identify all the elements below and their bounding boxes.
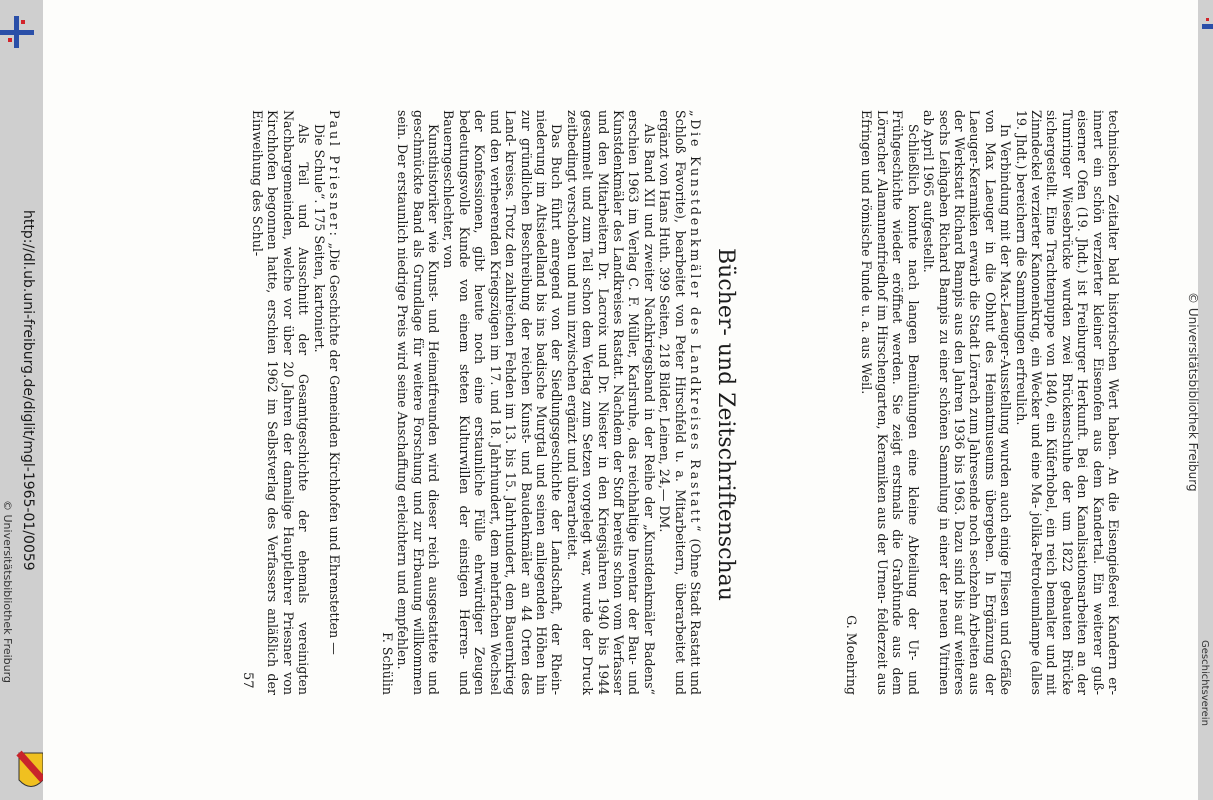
page-content [43,0,1198,800]
society-label: Geschichtsverein [1199,640,1210,726]
coat-of-arms-icon [18,752,44,794]
para2: In Verbindung mit der Max-Laeuger-Ausstellung wurden auch einige Fliesen und Gefäße von Max Laeuger in die Obhut des Heimatmuseums übergeben. In Ergänzung der Laeuger-Keramiken erwarb die Stadt Lörrach zum Jahresende noch sechzehn Arbeiten aus der Werkstatt Richard Bampis aus den Jahren 1936 bis 1963. Dazu sind bis auf weiteres sechs Leihgaben Richard Bampis zu einer schönen Sammlung in einer der neuen Vitrinen ab April 1965 aufgestellt. [921,110,1014,696]
top-edge-watermark: © Universitätsbibliothek Freiburg [1186,292,1200,492]
signature-moehring: G. Moehring [844,615,860,695]
page-number: 57 [240,672,255,689]
section-heading: Bücher- und Zeitschriftenschau [713,248,738,601]
museum-report-text [844,110,1121,695]
review1-para3: Das Buch führt anregend von der Siedlungsgeschichte der Landschaft, der Rhein- niederung im Altsiedelland bis ins badische Murgtal und seinen anliegenden Höhen hin zur gründlichen Beschreibung der reichen Kunst- und Baudenkmäler an 44 Orten des Land- kreises. Trotz den zahlreichen Fehden im 13. bis 15. Jahrhundert, dem Bauernkrieg und den verheerenden Kriegszügen im 17. und 18. Jahrhundert, dem mehrfachen Wechsel der Konfessionen, gibt heute noch eine erstaunliche Fülle ehrwürdiger Zeugen bedeutungsvolle Kunde von einem steten Kulturwillen der einstigen Herren- und Bauerngeschlechter, von [441,110,565,695]
signature-schuelin: F. Schülin [379,632,395,695]
review1-para2: Als Band XII und zweiter Nachkriegsband in der Reihe der „Kunstdenkmäler Badens“ erschien 1963 im Verlag C. F. Müller, Karlsruhe, das reichhaltige Inventar der Bau- und Kunstdenkmäler des Landkreises Rastatt. Nachdem der Stoff bereits schon vom Verfasser und den Mitarbeitern Dr. Lacroix und Dr. Niester in den Kriegsjahren 1940 bis 1944 gesammelt und zum Teil schon dem Verlag zum Setzen vorgelegt war, wurde der Druck zeitbedingt verschoben und nun inzwischen ergänzt und überarbeitet. [564,110,657,695]
review1-para4: Kunsthistoriker wie Kunst- und Heimatfreunden wird dieser reich ausgestattete und geschmückte Band als Grundlage für weitere Forschung und zur Erbauung willkommen sein. Der erstaunlich niedrige Preis wird seine Anschaffung erleichtern und empfehlen. [395,110,442,695]
left-sidebar [0,0,43,800]
document-url[interactable]: http://dl.ub.uni-freiburg.de/diglit/mgl-1965-01/0059 [20,210,36,571]
para1: technischen Zeitalter bald historischen Wert haben. An die Eisengießerei Kandern er- innert ein schön verzierter kleiner Eisenofen aus dem Kandertal. Ein weiterer guß- eiserner Ofen (19. Jhdt.) ist Freiburger Herkunft. Bei den Kanalisationsarbeiten an der Tumringer Wiesebrücke wurden zwei Brückenschuhe der um 1822 gebauten Brücke sichergestellt. Eine Trachtenpuppe von 1840, ein Küferhobel, ein reich bemalter und mit Zinndeckel verzierter Kanonenkrug, ein Wecker und eine Ma- jolika-Petroleumlampe (alles 19. Jhdt.) bereichern die Sammlungen erfreulich. [1013,110,1121,695]
document-page [43,0,1198,800]
review2-author: Paul Priesner: [327,110,342,239]
para3: Schließlich konnte nach langen Bemühungen eine kleine Abteilung der Ur- und Frühgeschichte wieder eröffnet werden. Sie zeigt erstmals die Grabfunde aus dem Lörracher Alamannenfriedhof im Hirschengarten, Keramiken aus der Urnen- felderzeit aus Efringen und römische Funde u. a. aus Weil. [859,110,921,695]
review1-header: „Die Kunstdenkmäler des Landkreises Rastatt“ (Ohne Stadt Rastatt und Schloß Favorite), bearbeitet von Peter Hirschfeld u. a. Mitarbeitern, überarbeitet und ergänzt von Hans Huth. 399 Seiten, 218 Bilder, Leinen, 24,— DM. [657,110,703,695]
review-priesner: Paul Priesner: „Die Geschichte der Gemeinden Kirchhofen und Ehrenstetten — Die Schule“. 175 Seiten, kartoniert. Als Teil und Ausschnitt der Gesamtgeschichte der ehemals vereinigten Nachbargemeinden, welche vor über 20 Jahren der damalige Hauptlehrer Priesner von Kirchhofen begonnen hatte, erschien 1962 im Selbstverlag des Verfassers anläßlich der Einweihung des Schul- [249,110,342,695]
review2-para2: Als Teil und Ausschnitt der Gesamtgeschichte der ehemals vereinigten Nachbargemeinden, welche vor über 20 Jahren der damalige Hauptlehrer Priesner von Kirchhofen begonnen hatte, erschien 1962 im Selbstverlag des Verfassers anläßlich der Einweihung des Schul- [249,110,312,695]
review2-header: Paul Priesner: „Die Geschichte der Gemeinden Kirchhofen und Ehrenstetten — [327,110,342,655]
review-rastatt [379,110,703,695]
review1-title: „Die Kunstdenkmäler des Landkreises Rastatt“ [688,110,703,535]
copyright-label: © Universitätsbibliothek Freiburg [1,500,14,683]
right-sidebar [1198,0,1213,800]
